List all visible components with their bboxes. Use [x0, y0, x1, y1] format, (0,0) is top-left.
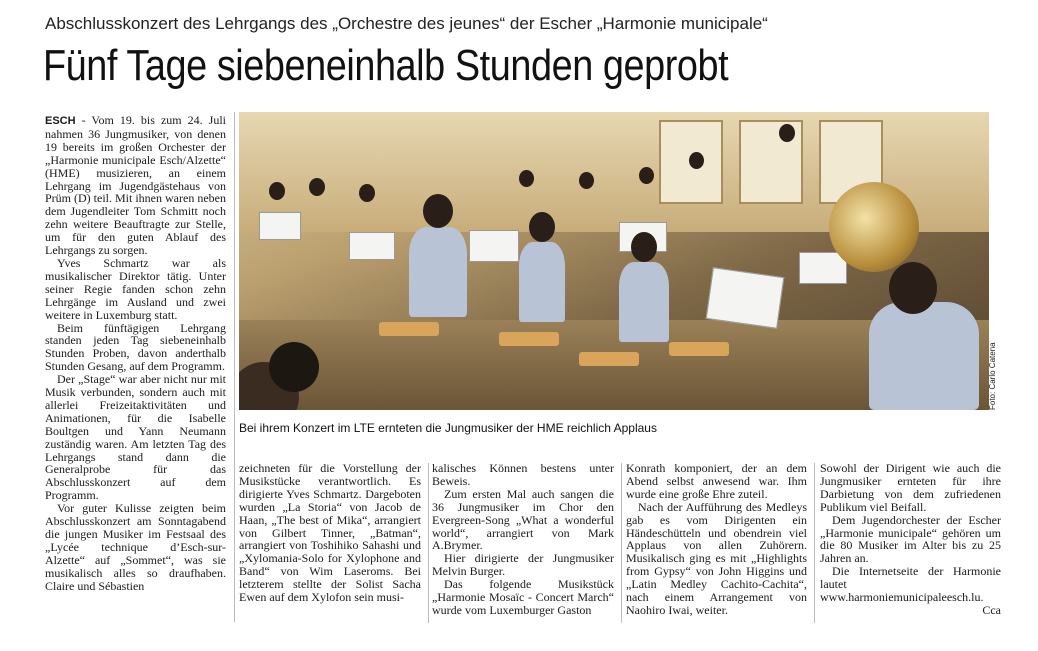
text-column-4	[626, 462, 807, 617]
dateline: ESCH	[45, 115, 76, 127]
paragraph: Zum ersten Mal auch sangen die 36 Jungmusiker im Chor den Evergreen-Song „What a wonderful world“, arrangiert von Mark A.Brymer.	[432, 486, 614, 553]
text-column-1	[45, 114, 226, 593]
paragraph: Hier dirigierte der Jungmusiker Melvin Burger.	[432, 551, 614, 579]
paragraph: Der „Stage“ war aber nicht nur mit Musik verbunden, sondern auch mit allerlei Freizeitaktivitäten und Animationen, für die Isabelle Boultgen und Yann Neumann zuständig waren. Am letzten Tag des Lehrgangs stand dann die Generalprobe für das Abschlusskonzert auf dem Programm.	[45, 372, 226, 503]
text-column-3	[432, 462, 614, 617]
paragraph: Das folgende Musikstück „Harmonie Mosaïc - Concert March“ wurde vom Luxemburger Gaston	[432, 577, 614, 617]
paragraph: Beim fünftägigen Lehrgang standen jeden Tag siebeneinhalb Stunden Proben, davon anderthalb Stunden Gesang, auf dem Programm.	[45, 320, 226, 374]
concert-photo	[239, 112, 989, 410]
author-signature: Cca	[982, 602, 1001, 617]
paragraph: Vor guter Kulisse zeigten beim Abschlusskonzert am Sonntagabend die jungen Musiker im Festsaal des „Lycée technique d’Esch-sur-Alzette“ auf „Sommet“, was sie musikalisch alles so draufhaben. Claire und Sébastien	[45, 501, 226, 593]
paragraph: Die Internetseite der Harmonie lautet www.harmoniemunicipaleesch.lu.	[820, 564, 1001, 605]
article-headline: Fünf Tage siebeneinhalb Stunden geprobt	[43, 41, 729, 90]
text-column-2	[239, 462, 421, 604]
text-column-5	[820, 462, 1001, 617]
paragraph: Nach der Aufführung des Medleys gab es vom Dirigenten ein Händeschütteln und obendrein viel Applaus von allen Zuhörern. Musikalisch ging es mit „Highlights from Gypsy“ von John Higgins und „Latin Medley Cachito-Cachita“, nach einem Arrangement von Naohiro Iwai, weiter.	[626, 499, 807, 617]
paragraph: Konrath komponiert, der an dem Abend selbst anwesend war. Ihm wurde eine große Ehre zuteil.	[626, 461, 807, 501]
paragraph: Sowohl der Dirigent wie auch die Jungmusiker ernteten für ihre Darbietung von dem zufriedenen Publikum viel Beifall.	[820, 461, 1001, 514]
paragraph: Dem Jugendorchester der Escher „Harmonie municipale“ gehören um die 80 Musiker im Alter bis zu 25 Jahren an.	[820, 512, 1001, 566]
photo-credit: Foto: Carlo Catena	[988, 342, 997, 410]
paragraph: kalisches Können bestens unter Beweis.	[432, 461, 614, 488]
article-kicker: Abschlusskonzert des Lehrgangs des „Orchestre des jeunes“ der Escher „Harmonie municipale“	[45, 14, 768, 33]
paragraph: zeichneten für die Vorstellung der Musikstücke verantwortlich. Es dirigierte Yves Schmartz. Dargeboten wurden „La Storia“ von Jacob de Haan, „The best of Mika“, arrangiert von Gilbert Tinner, „Batman“, arrangiert von Toshihiko Sahashi und „Xylomania-Solo for Xylophone and Band“ von Wim Laseroms. Bei letzterem stellte der Solist Sacha Ewen auf dem Xylofon sein musi-	[239, 461, 421, 605]
paragraph: - Vom 19. bis zum 24. Juli nahmen 36 Jungmusiker, von denen 19 bereits im großen Orchester der „Harmonie municipale Esch/Alzette“ (HME) musizieren, an einem Lehrgang im Jugendgästehaus von Prüm (D) teil. Mit ihnen waren neben dem Jugendleiter Tom Schmitt noch zehn weitere Beauftragte zur Stelle, um für den guten Ablauf des Lehrgangs zu sorgen.	[45, 113, 226, 258]
paragraph: Yves Schmartz war als musikalischer Direktor tätig. Unter seiner Regie fanden schon zehn Lehrgänge im Ausland und zwei weitere in Luxemburg statt.	[45, 255, 226, 322]
photo-caption: Bei ihrem Konzert im LTE ernteten die Jungmusiker der HME reichlich Applaus	[239, 421, 657, 435]
